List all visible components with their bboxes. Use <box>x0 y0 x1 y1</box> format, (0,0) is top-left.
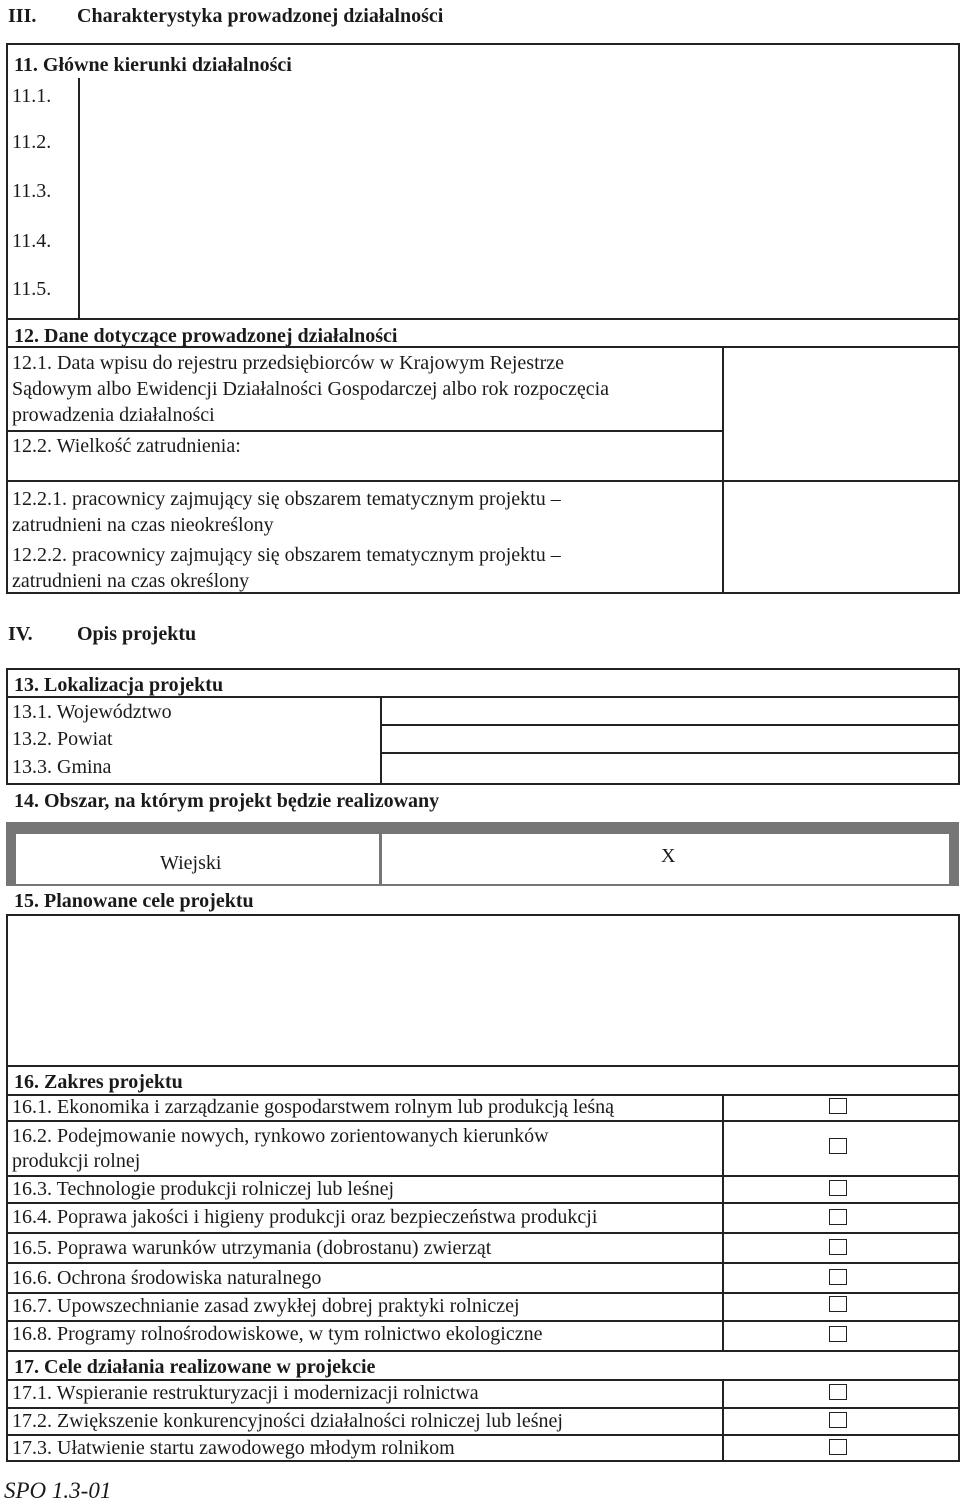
row-label-11-2: 11.2. <box>12 131 52 153</box>
checkbox-16-8[interactable] <box>829 1326 847 1342</box>
area-rural-mark: X <box>661 845 676 867</box>
section-13-title: 13. Lokalizacja projektu <box>14 674 224 696</box>
section-12-title: 12. Dane dotyczące prowadzonej działalności <box>14 325 398 347</box>
input-11-4[interactable] <box>80 222 958 270</box>
section-11-title: 11. Główne kierunki działalności <box>14 54 292 76</box>
section-14-title: 14. Obszar, na którym projekt będzie realizowany <box>14 790 440 812</box>
item-label-17-3: 17.3. Ułatwienie startu zawodowego młodym rolnikom <box>12 1437 455 1459</box>
item-label-16-6: 16.6. Ochrona środowiska naturalnego <box>12 1267 322 1289</box>
item-12-2-1-line-1: 12.2.1. pracownicy zajmujący się obszarem tematycznym projektu – <box>12 488 561 510</box>
checkbox-16-7[interactable] <box>829 1296 847 1312</box>
section-16-title: 16. Zakres projektu <box>14 1071 183 1093</box>
item-label-16-4: 16.4. Poprawa jakości i higieny produkcji oraz bezpieczeństwa produkcji <box>12 1206 598 1228</box>
input-12-2-employment[interactable] <box>724 482 958 592</box>
checkbox-16-6[interactable] <box>829 1269 847 1285</box>
item-12-1-line-1: 12.1. Data wpisu do rejestru przedsiębiorców w Krajowym Rejestrze <box>12 352 565 374</box>
input-11-1[interactable] <box>80 78 958 124</box>
section-3-title: Charakterystyka prowadzonej działalności <box>77 5 444 27</box>
input-11-5[interactable] <box>80 270 958 318</box>
checkbox-16-1[interactable] <box>829 1098 847 1114</box>
item-12-2-2-line-1: 12.2.2. pracownicy zajmujący się obszarem tematycznym projektu – <box>12 544 561 566</box>
checkbox-16-4[interactable] <box>829 1209 847 1225</box>
item-label-16-5: 16.5. Poprawa warunków utrzymania (dobrostanu) zwierząt <box>12 1237 492 1259</box>
section-15-title: 15. Planowane cele projektu <box>14 890 254 912</box>
area-label-rural: Wiejski <box>160 852 222 874</box>
item-label-16-2-line-2: produkcji rolnej <box>12 1150 141 1172</box>
section-3-numeral: III. <box>8 5 37 27</box>
item-12-1-line-2: Sądowym albo Ewidencji Działalności Gospodarczej albo rok rozpoczęcia <box>12 378 610 400</box>
item-label-16-1: 16.1. Ekonomika i zarządzanie gospodarstwem rolnym lub produkcją leśną <box>12 1096 615 1118</box>
item-label-17-1: 17.1. Wspieranie restrukturyzacji i modernizacji rolnictwa <box>12 1382 479 1404</box>
row-label-13-3: 13.3. Gmina <box>12 756 112 778</box>
input-13-2-county[interactable] <box>382 726 958 752</box>
checkbox-16-2[interactable] <box>829 1138 847 1154</box>
section-4-title: Opis projektu <box>77 623 197 645</box>
checkbox-16-5[interactable] <box>829 1239 847 1255</box>
row-label-13-2: 13.2. Powiat <box>12 728 113 750</box>
checkbox-17-3[interactable] <box>829 1439 847 1455</box>
row-label-13-1: 13.1. Województwo <box>12 701 172 723</box>
form-code-footer: SPO 1.3-01 <box>4 1478 112 1503</box>
area-rural-checkbox[interactable] <box>382 834 949 884</box>
item-label-16-8: 16.8. Programy rolnośrodowiskowe, w tym rolnictwo ekologiczne <box>12 1323 543 1345</box>
item-label-17-2: 17.2. Zwiększenie konkurencyjności działalności rolniczej lub leśnej <box>12 1410 563 1432</box>
input-13-1-voivodeship[interactable] <box>382 698 958 724</box>
row-label-11-1: 11.1. <box>12 85 52 107</box>
item-label-16-7: 16.7. Upowszechnianie zasad zwykłej dobrej praktyki rolniczej <box>12 1295 520 1317</box>
checkbox-17-1[interactable] <box>829 1384 847 1400</box>
input-13-3-municipality[interactable] <box>382 754 958 783</box>
item-12-1-line-3: prowadzenia działalności <box>12 404 215 426</box>
section-4-numeral: IV. <box>8 623 33 645</box>
input-15-project-goals[interactable] <box>8 916 958 1065</box>
section-17-title: 17. Cele działania realizowane w projekcie <box>14 1356 376 1378</box>
input-12-1-date[interactable] <box>724 348 958 480</box>
item-12-2-2-line-2: zatrudnieni na czas określony <box>12 570 250 592</box>
row-label-11-3: 11.3. <box>12 180 52 202</box>
item-label-16-3: 16.3. Technologie produkcji rolniczej lub leśnej <box>12 1178 395 1200</box>
item-label-16-2-line-1: 16.2. Podejmowanie nowych, rynkowo zorientowanych kierunków <box>12 1125 549 1147</box>
input-11-3[interactable] <box>80 172 958 222</box>
item-12-2-label: 12.2. Wielkość zatrudnienia: <box>12 435 241 457</box>
checkbox-17-2[interactable] <box>829 1412 847 1428</box>
row-label-11-5: 11.5. <box>12 278 52 300</box>
checkbox-16-3[interactable] <box>829 1180 847 1196</box>
row-label-11-4: 11.4. <box>12 230 52 252</box>
item-12-2-1-line-2: zatrudnieni na czas nieokreślony <box>12 514 274 536</box>
input-11-2[interactable] <box>80 124 958 172</box>
